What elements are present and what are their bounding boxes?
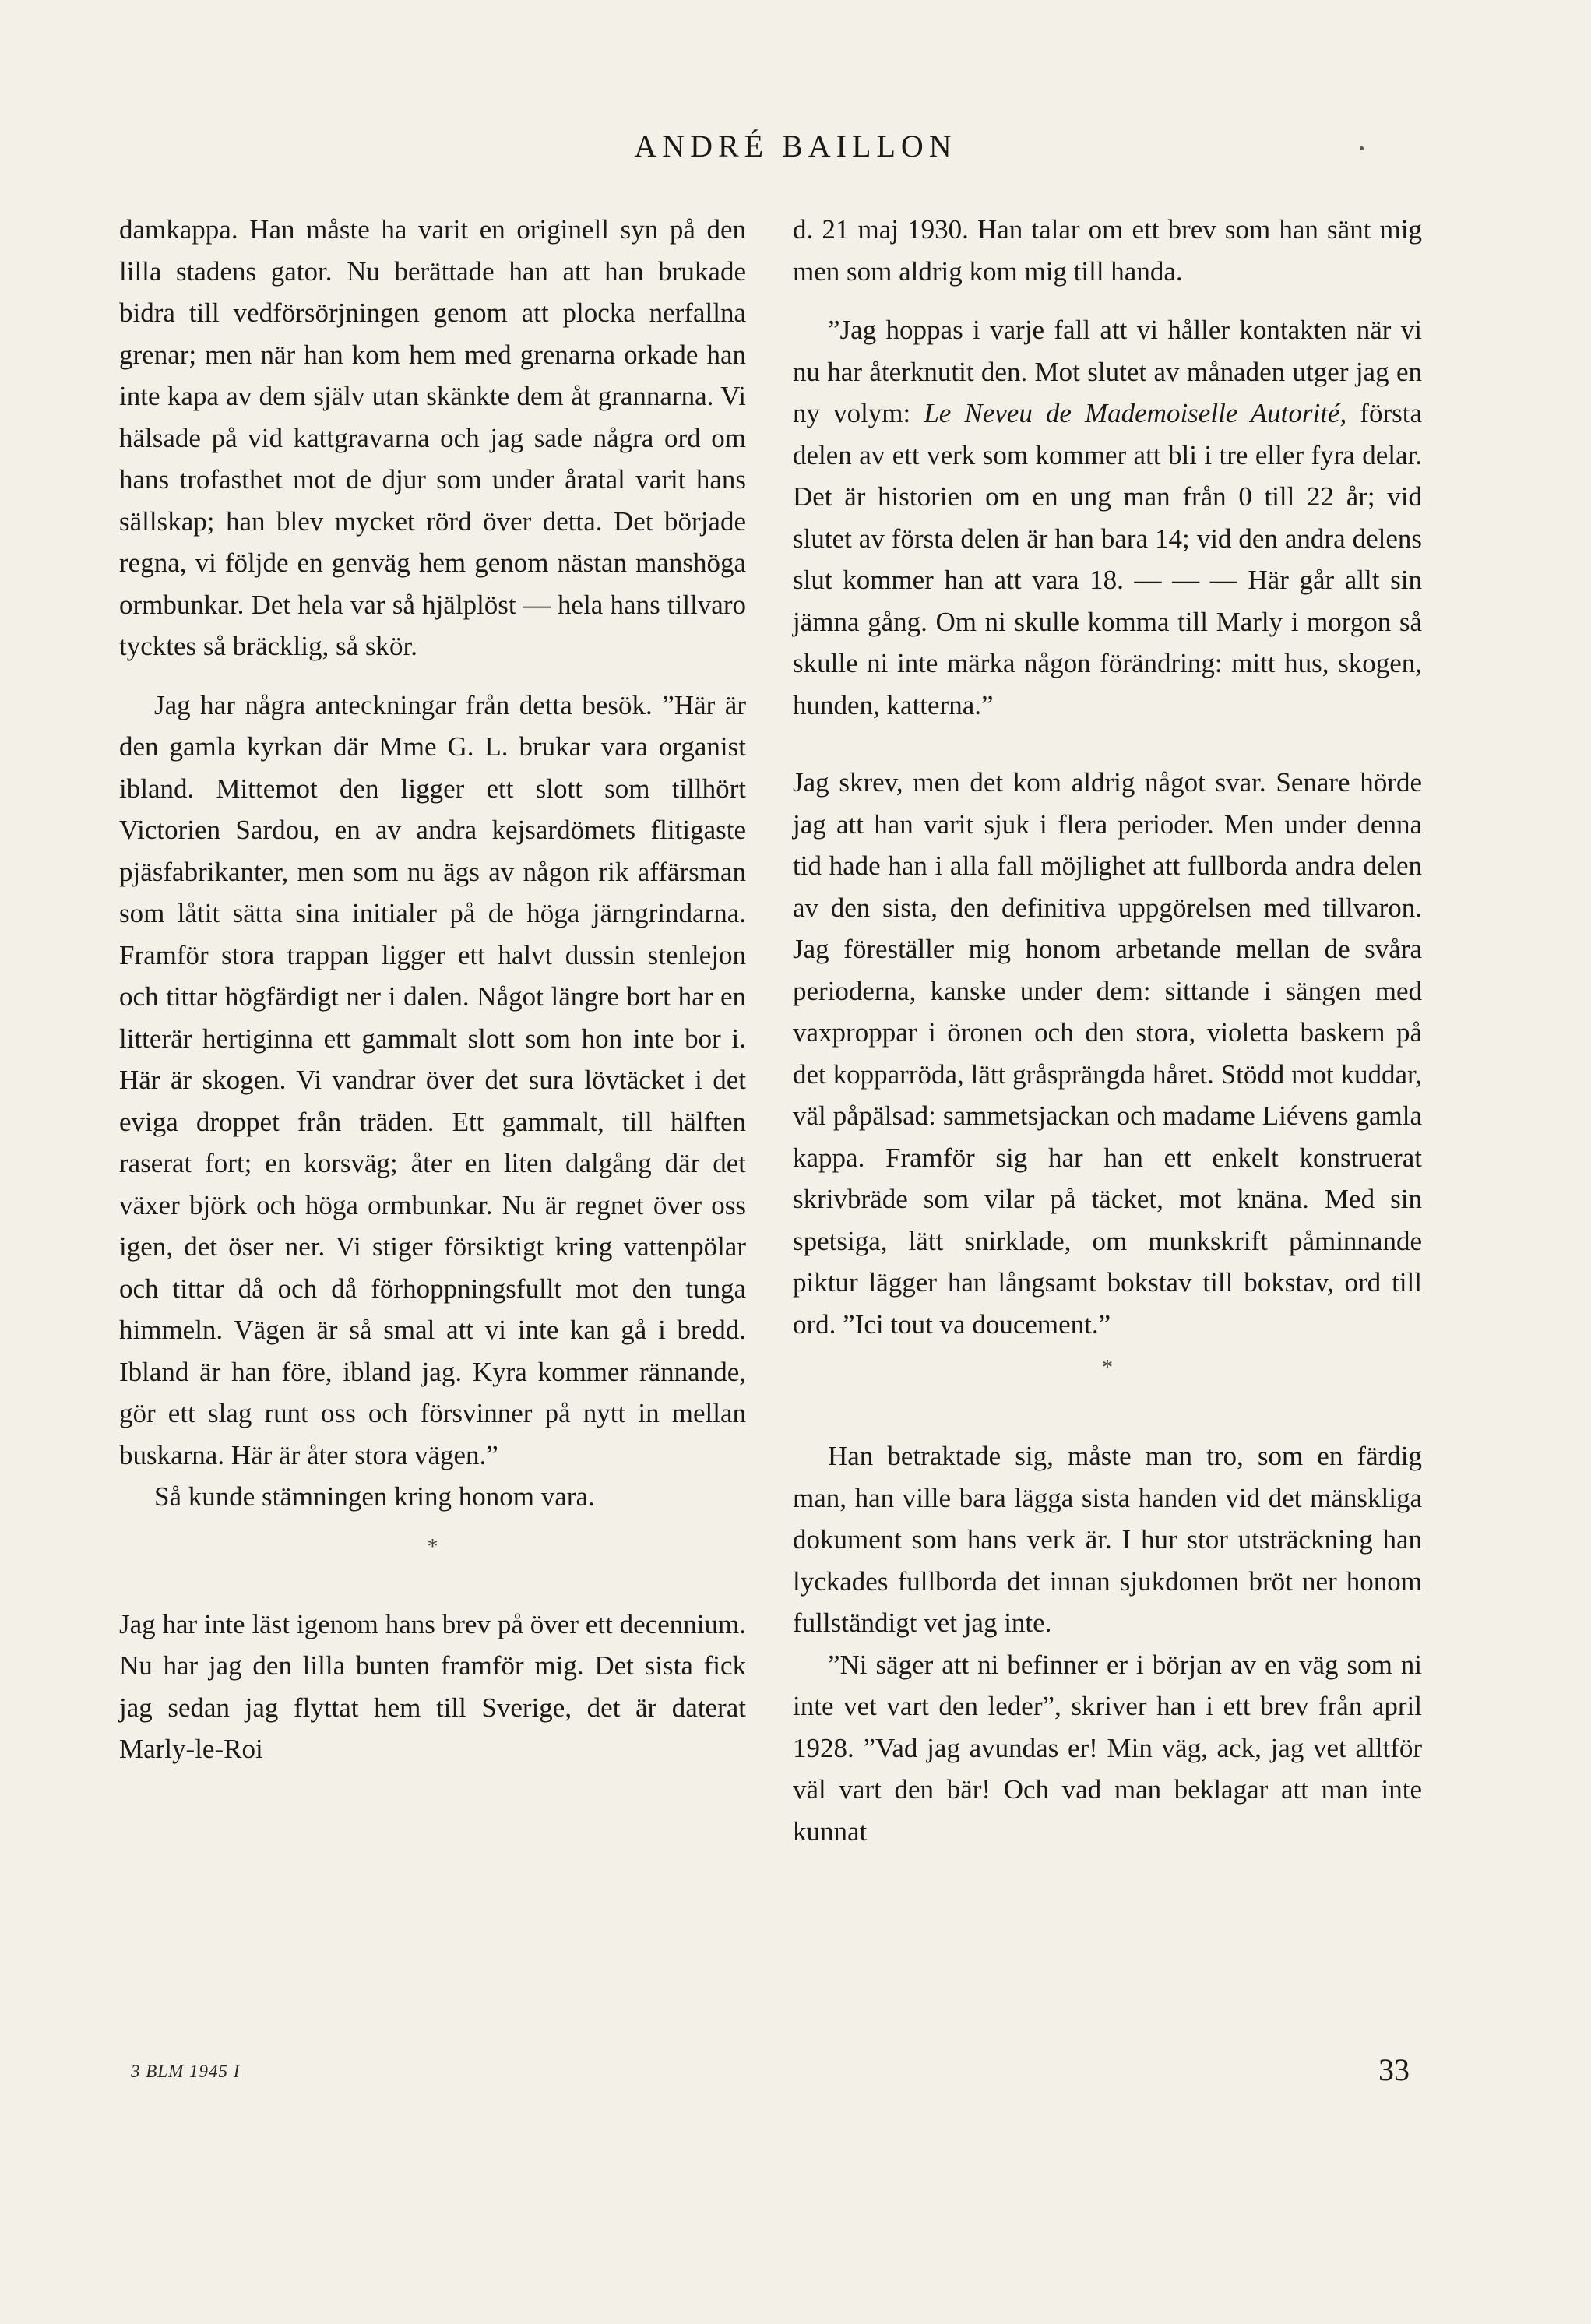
right-paragraph-2	[793, 309, 1422, 726]
quote-text-start: ”Jag hoppas i varje fall att vi håller kontakten när vi nu har återknutit den. Mot slutet av månaden utger jag en ny volym:	[793, 315, 1422, 428]
left-paragraph-4: Jag har inte läst igenom hans brev på över ett decennium. Nu har jag den lilla bunten framför mig. Det sista fick jag sedan jag flyttat hem till Sverige, det är daterat Marly-le-Roi	[119, 1608, 746, 1764]
left-paragraph-2: Jag har några anteckningar från detta besök. ”Här är den gamla kyrkan där Mme G. L. brukar vara organist ibland. Mittemot den ligger ett slott som tillhört Victorien Sardou, en av andra kejsardömets flitigaste pjäsfabrikanter, men som nu ägs av någon rik affärsman som låtit sätta sina initialer på de höga järngrindarna. Framför stora trappan ligger ett halvt dussin stenlejon och tittar högfärdigt ner i dalen. Något längre bort har en litterär hertiginna ett gammalt slott som hon inte bor i. Här är skogen. Vi vandrar över det sura lövtäcket i det eviga droppet från träden. Ett gammalt, till hälften raserat fort; en korsväg; åter en liten dalgång där det växer björk och höga ormbunkar. Nu är regnet över oss igen, det öser ner. Vi stiger försiktigt kring vattenpölar och tittar då och då förhoppningsfullt mot den tunga himmeln. Vägen är så smal att vi inte kan gå i bredd. Ibland är han före, ibland jag. Kyra kommer rännande, gör ett slag runt oss och försvinner på nytt in mellan buskarna. Här är åter stora vägen.”	[119, 689, 746, 1470]
printer-signature: 3 BLM 1945 I	[131, 2062, 241, 2081]
print-speck	[1360, 146, 1364, 150]
left-paragraph-3: Så kunde stämningen kring honom vara.	[154, 1481, 595, 1512]
right-paragraph-3: Jag skrev, men det kom aldrig något svar. Senare hörde jag att han varit sjuk i flera perioder. Men under denna tid hade han i alla fall möjlighet att fullborda andra delen av den sista, den definitiva uppgörelsen med tillvaron. Jag föreställer mig honom arbetande mellan de svåra perioderna, kanske under dem: sittande i sängen med vaxproppar i öronen och den stora, violetta baskern på det kopparröda, lätt gråsprängda håret. Stödd mot kuddar, väl påpälsad: sammetsjackan och madame Liévens gamla kappa. Framför sig har han ett enkelt konstruerat skrivbräde som vilar på täcket, mot knäna. Med sin spetsiga, lätt snirklade, om munkskrift påminnande piktur lägger han långsamt bokstav till bokstav, ord till ord. ”Ici tout va doucement.”	[793, 767, 1422, 1340]
right-paragraph-1: d. 21 maj 1930. Han talar om ett brev som han sänt mig men som aldrig kom mig till handa.	[793, 214, 1422, 287]
page-number: 33	[1378, 2052, 1410, 2087]
left-column	[119, 209, 746, 1770]
right-paragraph-4: Han betraktade sig, måste man tro, som en färdig man, han ville bara lägga sista handen vid det mänskliga dokument som hans verk är. I hur stor utsträckning han lyckades fullborda det innan sjukdomen bröt ner honom fullständigt vet jag inte.	[793, 1441, 1422, 1638]
section-divider-left: *	[427, 1534, 438, 1559]
left-paragraph-1: damkappa. Han måste ha varit en originell syn på den lilla stadens gator. Nu berättade han att han brukade bidra till vedförsörjningen genom att plocka nerfallna grenar; men när han kom hem med grenarna orkade han inte kapa av dem själv utan skänkte dem åt grannarna. Vi hälsade på vid kattgravarna och jag sade några ord om hans trofasthet mot de djur som under åratal varit hans sällskap; han blev mycket rörd över detta. Det började regna, vi följde en genväg hem genom nästan manshöga ormbunkar. Det hela var så hjälplöst — hela hans tillvaro tycktes så bräcklig, så skör.	[119, 214, 746, 661]
right-column	[793, 209, 1422, 1852]
running-head: ANDRÉ BAILLON	[634, 129, 957, 164]
book-title: Le Neveu de Mademoiselle Autorité,	[924, 398, 1347, 428]
quote-text-end: första delen av ett verk som kommer att bli i tre eller fyra delar. Det är historien om en ung man från 0 till 22 år; vid slutet av första delen är han bara 14; vid den andra delens slut kommer han att vara 18. — — — Här går allt sin jämna gång. Om ni skulle komma till Marly i morgon så skulle ni inte märka någon förändring: mitt hus, skogen, hunden, katterna.”	[793, 398, 1422, 720]
section-divider-right: *	[1102, 1356, 1113, 1380]
right-paragraph-5: ”Ni säger att ni befinner er i början av en väg som ni inte vet vart den leder”, skriver han i ett brev från april 1928. ”Vad jag avundas er! Min väg, ack, jag vet alltför väl vart den bär! Och vad man beklagar att man inte kunnat	[793, 1649, 1422, 1847]
